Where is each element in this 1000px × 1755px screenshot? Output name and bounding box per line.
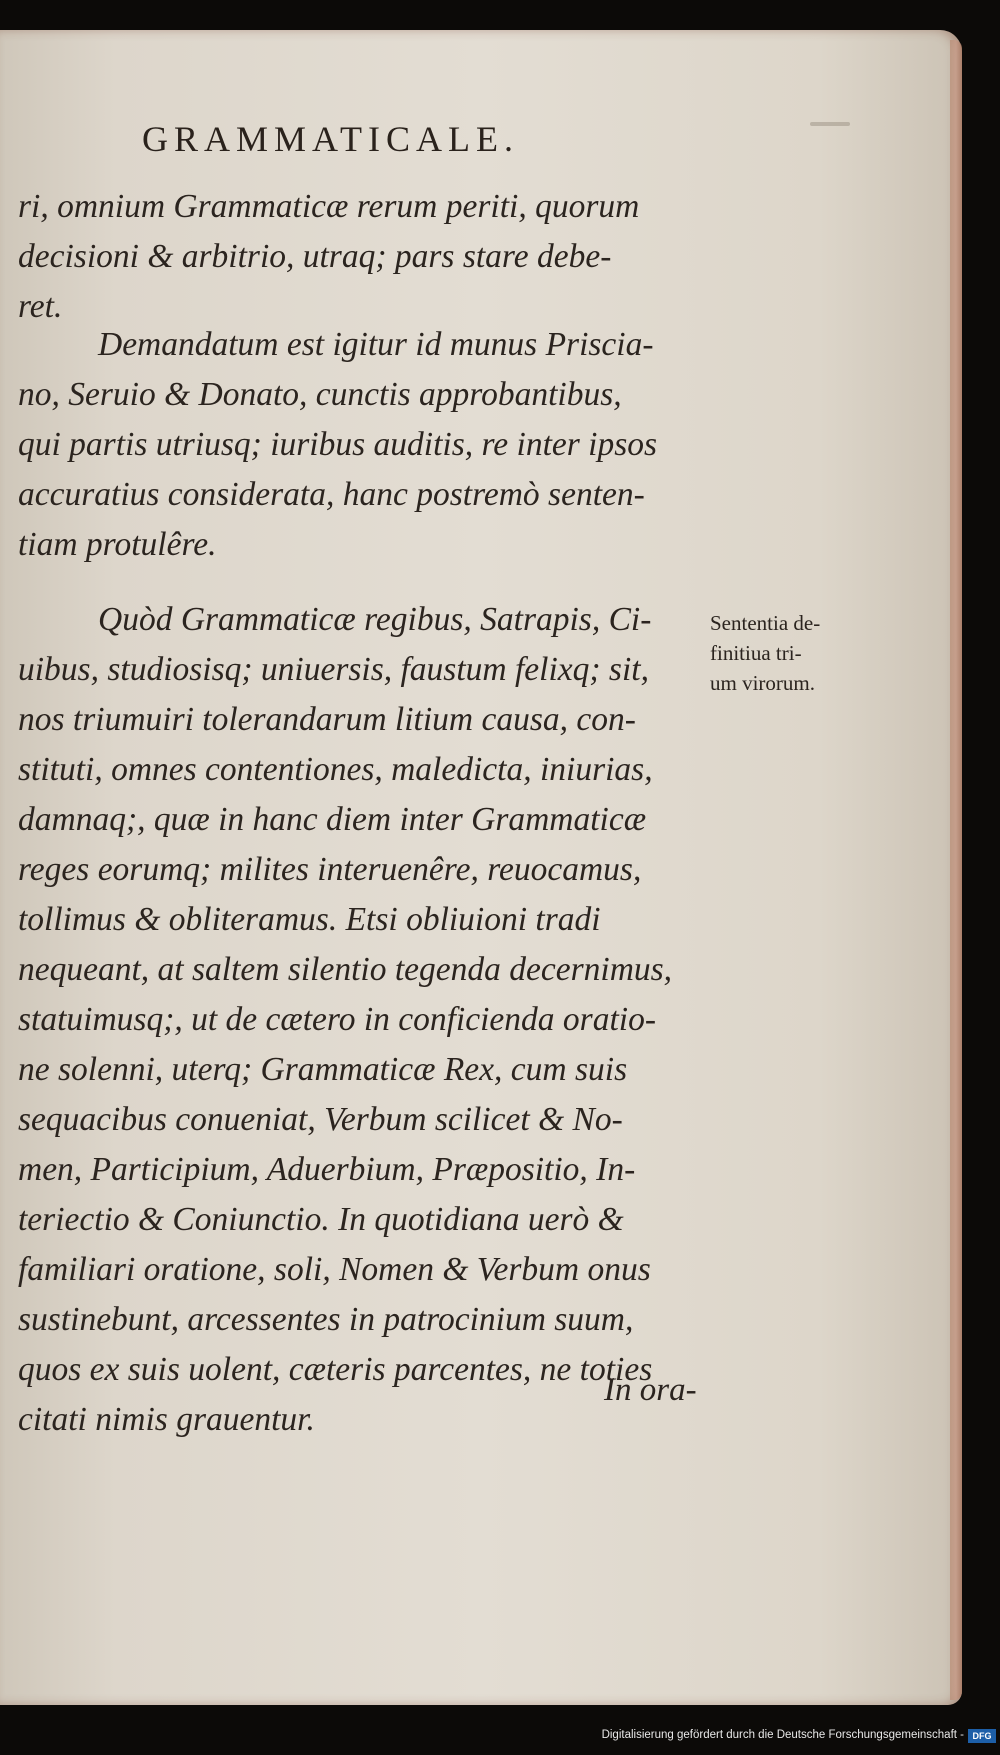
text-line: teriectio & Coniunctio. In quotidiana uerò & (18, 1201, 624, 1238)
text-line: stituti, omnes contentiones, maledicta, iniurias, (18, 751, 653, 788)
text-line: nos triumuiri tolerandarum litium causa, con- (18, 701, 636, 738)
text-line: ne solenni, uterq; Grammaticæ Rex, cum suis (18, 1051, 628, 1088)
text-line: sustinebunt, arcessentes in patrocinium suum, (18, 1301, 634, 1338)
footer-bar (0, 1705, 1000, 1755)
paragraph-3 (18, 595, 718, 1445)
text-line: ri, omnium Grammaticæ rerum periti, quorum (18, 188, 640, 225)
marginal-note (710, 608, 820, 698)
paragraph-1 (18, 182, 718, 332)
text-line: statuimusq;, ut de cætero in conficienda oratio- (18, 1001, 656, 1038)
paragraph-2 (18, 320, 718, 570)
page-edge (950, 40, 962, 1700)
text-line: decisioni & arbitrio, utraq; pars stare debe- (18, 238, 612, 275)
running-head: GRAMMATICALE. (142, 119, 520, 159)
funding-credit: Digitalisierung gefördert durch die Deutsche Forschungsgemeinschaft - (601, 1729, 964, 1741)
ink-smudge (810, 122, 850, 126)
text-line: nequeant, at saltem silentio tegenda decernimus, (18, 951, 673, 988)
text-line: damnaq;, quæ in hanc diem inter Grammaticæ (18, 801, 647, 838)
text-line: tollimus & obliteramus. Etsi obliuioni tradi (18, 901, 601, 938)
text-line: Quòd Grammaticæ regibus, Satrapis, Ci- (98, 601, 652, 638)
text-line: citati nimis grauentur. (18, 1401, 315, 1438)
text-line: quos ex suis uolent, cæteris parcentes, ne toties (18, 1351, 653, 1388)
text-line: Demandatum est igitur id munus Priscia- (98, 326, 654, 363)
text-line: reges eorumq; milites interuenêre, reuocamus, (18, 851, 642, 888)
text-line: ret. (18, 288, 63, 325)
text-line: tiam protulêre. (18, 526, 217, 563)
text-line: men, Participium, Aduerbium, Præpositio, In- (18, 1151, 636, 1188)
text-line: uibus, studiosisq; uniuersis, faustum felixq; sit, (18, 651, 649, 688)
text-line: no, Seruio & Donato, cunctis approbantibus, (18, 376, 622, 413)
text-line: familiari oratione, soli, Nomen & Verbum onus (18, 1251, 651, 1288)
text-line: sequacibus conueniat, Verbum scilicet & No- (18, 1101, 623, 1138)
marginal-line: um virorum. (710, 671, 815, 695)
text-line: qui partis utriusq; iuribus auditis, re inter ipsos (18, 426, 658, 463)
dfg-logo-icon: DFG (968, 1729, 996, 1743)
catchword: In ora- (604, 1372, 697, 1408)
marginal-line: Sententia de- (710, 611, 821, 635)
text-line: accuratius considerata, hanc postremò senten- (18, 476, 645, 513)
marginal-line: finitiua tri- (710, 641, 802, 665)
